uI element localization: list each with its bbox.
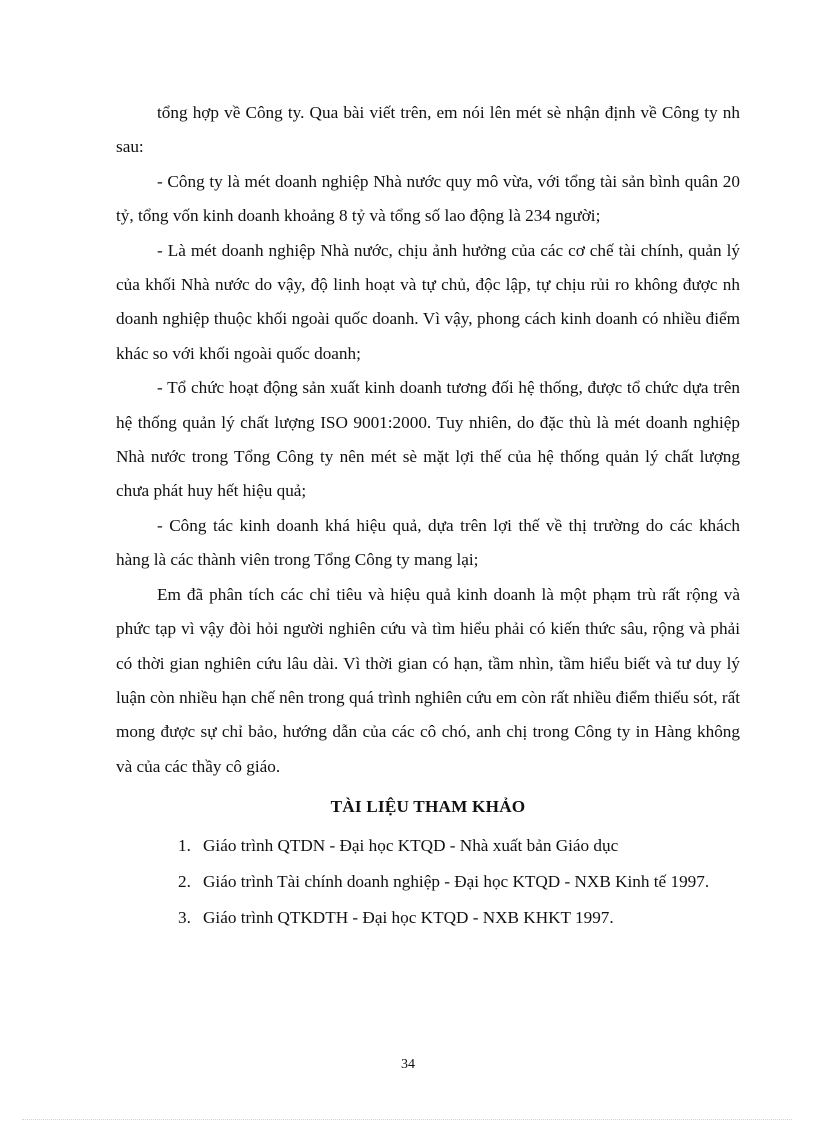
page-bottom-divider (22, 1119, 792, 1120)
reference-item (116, 901, 740, 935)
reference-item (116, 865, 740, 899)
paragraph-company-scale: - Công ty là mét doanh nghiệp Nhà nước quy mô vừa, với tổng tài sản bình quân 20 tỷ, tổng vốn kinh doanh khoảng 8 tỷ và tổng số lao động là 234 người; (116, 171, 740, 226)
reference-number: 2. (178, 871, 191, 891)
reference-text: Giáo trình QTKDTH - Đại học KTQD - NXB KHKT 1997. (203, 908, 614, 928)
paragraph-business-efficiency: - Công tác kinh doanh khá hiệu quả, dựa trên lợi thế về thị trường do các khách hàng là các thành viên trong Tổng Công ty mang lại; (116, 515, 740, 570)
page-number: 34 (401, 1057, 415, 1072)
reference-text: Giáo trình QTDN - Đại học KTQD - Nhà xuất bản Giáo dục (203, 835, 619, 855)
references-list (116, 829, 740, 936)
reference-number: 1. (178, 835, 191, 855)
reference-number: 3. (178, 908, 191, 928)
paragraph-state-enterprise: - Là mét doanh nghiệp Nhà nước, chịu ảnh hưởng của các cơ chế tài chính, quản lý của khối Nhà nước do vậy, độ linh hoạt và tự chủ, độc lập, tự chịu rủi ro không được nh doanh nghiệp thuộc khối ngoài quốc doanh. Vì vậy, phong cách kinh doanh có nhiều điểm khác so với khối ngoài quốc doanh; (116, 240, 740, 363)
document-body (116, 96, 740, 938)
paragraph-conclusion: Em đã phân tích các chỉ tiêu và hiệu quả kinh doanh là một phạm trù rất rộng và phức tạp vì vậy đòi hỏi người nghiên cứu và tìm hiểu phải có kiến thức sâu, rộng và phải có thời gian nghiên cứu lâu dài. Vì thời gian có hạn, tầm nhìn, tầm hiểu biết và tư duy lý luận còn nhiều hạn chế nên trong quá trình nghiên cứu em còn rất nhiều điểm thiếu sót, rất mong được sự chỉ bảo, hướng dẫn của các cô chó, anh chị trong Công ty in Hàng không và của các thầy cô giáo. (116, 584, 740, 776)
paragraph-iso-system: - Tổ chức hoạt động sản xuất kinh doanh tương đối hệ thống, được tổ chức dựa trên hệ thống quản lý chất lượng ISO 9001:2000. Tuy nhiên, do đặc thù là mét doanh nghiệp Nhà nước trong Tổng Công ty nên mét sè mặt lợi thế của hệ thống quản lý chất lượng chưa phát huy hết hiệu quả; (116, 378, 740, 501)
paragraph-summary-intro: tổng hợp về Công ty. Qua bài viết trên, em nói lên mét sè nhận định về Công ty nh sau: (116, 103, 740, 157)
reference-text: Giáo trình Tài chính doanh nghiệp - Đại học KTQD - NXB Kinh tế 1997. (203, 871, 710, 891)
references-heading: TÀI LIỆU THAM KHẢO (330, 797, 526, 817)
reference-item (116, 829, 740, 863)
